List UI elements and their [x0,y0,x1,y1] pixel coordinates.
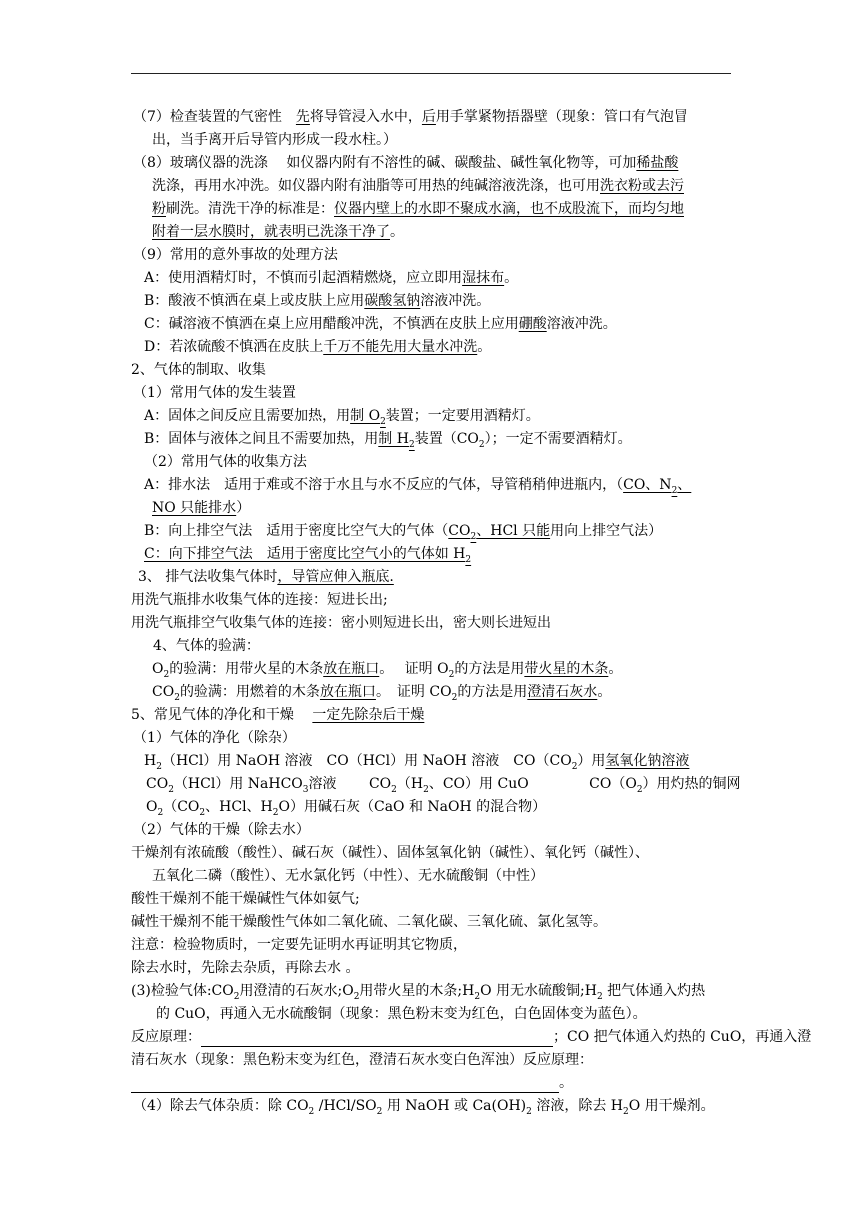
text-line [131,1027,811,1047]
text-run: (3)检验气体:CO [131,983,234,999]
text-run: 刷洗。清洗干净的标准是： [166,201,334,217]
text-line [153,636,260,656]
subscript: 2 [596,991,603,1002]
text-run: 溶液，除去 H [531,1098,623,1114]
subscript: 2 [272,807,279,818]
text-run: 用带火星的木条;H [359,983,475,999]
text-run: （7）检查装置的气密性 [133,109,296,125]
text-line [131,935,467,955]
subscript: 2 [233,991,240,1002]
text-run: 反应原理： [131,1029,201,1045]
subscript: 2 [376,1106,383,1117]
text-run: CO [152,684,175,700]
underlined-answer: CO [448,523,471,539]
text-run: A：使用酒精灯时，不慎而引起酒精燃烧，应立即用 [144,270,463,286]
text-line [133,820,310,840]
underlined-answer: ，导管应伸入瓶底. [277,569,394,585]
subscript: 2 [199,807,206,818]
text-line [133,728,296,748]
subscript: 2 [353,991,360,1002]
text-line [131,1073,573,1093]
underlined-answer: 带火星的木条 [524,661,609,677]
subscript: 2 [174,692,180,703]
text-run: （8）玻璃仪器的洗涤 如仪器内附有不溶性的碱、碳酸盐、碱性氧化物等，可加 [133,155,637,171]
text-line [152,199,684,219]
underlined-answer: 、 [677,477,692,493]
text-line [133,383,296,403]
text-line [131,912,607,932]
text-run: O 用无水硫酸铜;H [480,983,597,999]
text-run: 用手掌紧物捂器壁（现象：管口有气泡冒 [435,109,688,125]
text-line [144,337,491,357]
text-run: 用洗气瓶排空气收集气体的连接：密小则短进长出，密大则长进短出 [131,615,551,631]
header-rule [131,73,731,74]
text-run: （1）常用气体的发生装置 [133,385,296,401]
text-run: ）用 [577,753,606,769]
underlined-answer: 放在瓶口 [323,661,380,677]
text-run: 、HCl、H [205,799,273,815]
text-line [133,245,338,265]
text-run: ）用灼热的铜网 [642,776,741,792]
text-line [144,521,662,541]
text-line [152,866,544,886]
text-line [152,659,622,679]
text-run: 五氧化二磷（酸性）、无水氯化钙（中性）、无水硫酸铜（中性） [152,868,544,884]
underlined-answer: 后 [421,109,436,125]
underlined-answer: 澄清石灰水 [527,684,598,700]
text-line [144,268,518,288]
text-run: 装置；一定要用酒精灯。 [385,408,540,424]
text-run: ） [236,500,251,516]
text-line [152,682,611,702]
text-line [152,176,684,196]
text-run: 清石灰水（现象：黑色粉末变为红色，澄清石灰水变白色浑浊）反应原理： [131,1052,593,1068]
underlined-answer: 2 [465,554,472,565]
underlined-answer: 附着一层水膜时，就表明已洗涤干净了 [152,224,390,240]
text-run: A：排水法 适用于难或不溶于水且与水不反应的气体，导管稍稍伸进瓶内，（ [144,477,624,493]
text-run: 2、气体的制取、收集 [131,362,266,378]
text-run: D：若浓硫酸不慎洒在皮肤上 [144,339,324,355]
text-run: ；CO 把气体通入灼热的 CuO，再通入澄 [553,1029,812,1045]
text-run: 把气体通入灼热 [602,983,706,999]
text-run: 出，当手离开后导管内形成一段水柱。） [152,132,397,148]
text-run: （CO [163,799,200,815]
underlined-answer: 粉 [152,201,166,217]
text-line [131,360,266,380]
text-run: 。 [477,339,492,355]
text-line [131,590,388,610]
text-line [144,429,632,449]
text-line [152,498,250,518]
text-line [144,544,471,564]
text-run: 用 NaOH 或 Ca(OH) [382,1098,527,1114]
text-run: 。 [559,1075,573,1091]
text-run: 酸性干燥剂不能干燥碱性气体如氨气; [131,891,360,907]
text-line [133,153,678,173]
text-line [144,475,691,495]
underlined-answer: 放在瓶口 [319,684,376,700]
text-run: O 用干燥剂。 [628,1098,715,1114]
subscript: 2 [478,439,485,450]
text-line [146,797,546,817]
underlined-answer: 制 O [350,408,381,424]
text-run: 除去水时，先除去杂质，再除去水 。 [131,960,360,976]
underlined-answer: 洗衣粉或去污 [600,178,684,194]
text-line [131,1050,593,1070]
subscript: 2 [168,784,174,795]
text-run: O）用碱石灰（CaO 和 NaOH 的混合物） [278,799,547,815]
text-run: 的验满：用燃着的木条 [179,684,320,700]
text-run: B：固体与液体之间且不需要加热，用 [144,431,379,447]
text-run: （2）气体的干燥（除去水） [133,822,310,838]
text-line [131,981,705,1001]
text-run: 5、常见气体的净化和干燥 [131,707,313,723]
text-line [144,314,617,334]
text-run: 。 [390,224,404,240]
text-line [144,452,307,472]
subscript: 2 [636,784,643,795]
text-run: 的验满：用带火星的木条 [169,661,324,677]
text-run: 4、气体的验满： [153,638,260,654]
underlined-answer: 2 [380,416,386,427]
text-run: 。 [608,661,623,677]
text-run: （HCl）用 NaHCO [173,776,303,792]
text-line [131,958,359,978]
text-line [152,130,397,150]
fill-in-blank[interactable] [131,1078,559,1093]
text-run: B：向上排空气法 适用于密度比空气大的气体（ [144,523,449,539]
underlined-answer: 稀盐酸 [636,155,679,171]
underlined-answer: 湿抹布 [462,270,505,286]
subscript: 2 [391,784,397,795]
text-run: （H [396,776,424,792]
subscript: 2 [571,761,578,772]
text-run: 用向上排空气法） [550,523,663,539]
subscript: 2 [526,1106,532,1117]
text-run: H [144,753,157,769]
text-run: 、CO）用 CuO CO（O [428,776,637,792]
underlined-answer: 仪器内壁上的水即不聚成水滴，也不成股流下，而均匀地 [334,201,684,217]
text-line [144,291,490,311]
text-line [131,889,360,909]
subscript: 2 [622,1106,629,1117]
text-run: C：碱溶液不慎洒在桌上应用醋酸冲洗，不慎洒在皮肤上应用 [144,316,519,332]
subscript: 2 [474,991,481,1002]
underlined-answer: 2 [470,531,477,542]
text-line [144,751,689,771]
text-line [131,705,424,725]
text-run: （9）常用的意外事故的处理方法 [133,247,338,263]
text-run: ）；一定不需要酒精灯。 [484,431,632,447]
text-run: 碱性干燥剂不能干燥酸性气体如二氧化硫、二氧化碳、三氧化硫、氯化氢等。 [131,914,607,930]
text-run: 。 证明 O [379,661,449,677]
text-run: O [146,799,158,815]
text-line [131,843,649,863]
subscript: 2 [163,669,170,680]
text-run: （2）常用气体的收集方法 [144,454,307,470]
text-line [152,222,404,242]
text-run: （4）除去气体杂质：除 CO [133,1098,309,1114]
subscript: 2 [308,1106,315,1117]
text-line [138,567,394,587]
text-run: 。 [504,270,519,286]
underlined-answer: CO、N [623,477,672,493]
underlined-answer: 2 [408,439,415,450]
text-run: 。 [597,684,612,700]
underlined-answer: 先 [295,109,310,125]
text-run: 。 证明 CO [375,684,452,700]
underlined-answer: 硼酸 [518,316,547,332]
text-run: 洗涤，再用水冲洗。如仪器内附有油脂等可用热的纯碱溶液洗涤，也可用 [152,178,600,194]
text-run: 的方法是用 [454,661,525,677]
text-run: CO [146,776,169,792]
subscript: 2 [156,761,162,772]
subscript: 2 [448,669,455,680]
underlined-answer: 制 H [378,431,409,447]
text-run: 用洗气瓶排水收集气体的连接：短进长出; [131,592,388,608]
text-run: 的 CuO，再通入无水硫酸铜（现象：黑色粉末变为红色，白色固体变为蓝色）。 [156,1006,647,1022]
subscript: 2 [157,807,164,818]
subscript: 2 [451,692,458,703]
text-run: O [152,661,164,677]
underlined-answer: 千万不能先用大量水冲洗 [323,339,478,355]
text-run: 干燥剂有浓硫酸（酸性）、碱石灰（碱性）、固体氢氧化钠（碱性）、氧化钙（碱性）、 [131,845,649,861]
text-run: 3、 排气法收集气体时 [138,569,278,585]
fill-in-blank[interactable] [201,1032,553,1047]
text-run: A：固体之间反应且需要加热，用 [144,408,351,424]
underlined-answer: 氢氧化钠溶液 [605,753,690,769]
subscript: 2 [423,784,429,795]
underlined-answer: 2 [671,485,678,496]
text-line [131,613,551,633]
text-run: 的方法是用 [457,684,528,700]
text-line [133,1096,715,1116]
text-run: 装置（CO [414,431,479,447]
text-run: B：酸液不慎洒在桌上或皮肤上应用 [144,293,365,309]
text-line [144,406,540,426]
underlined-answer: 碳酸氢钠 [364,293,421,309]
text-line [133,107,688,127]
text-run: 注意：检验物质时，一定要先证明水再证明其它物质， [131,937,467,953]
text-line [146,774,741,794]
text-run: 用澄清的石灰水;O [239,983,354,999]
text-run: 将导管浸入水中， [309,109,422,125]
text-run: /HCl/SO [314,1098,377,1114]
underlined-answer: C：向下排空气法 适用于密度比空气小的气体如 H [144,546,466,562]
text-line [156,1004,647,1024]
text-run: 溶液冲洗。 [546,316,617,332]
subscript: 3 [302,784,309,795]
underlined-answer: NO 只能排水 [152,500,237,516]
text-run: （HCl）用 NaOH 溶液 CO（HCl）用 NaOH 溶液 CO（CO [161,753,572,769]
underlined-answer: 、HCl 只能 [476,523,551,539]
text-run: 溶液 CO [308,776,392,792]
underlined-answer: 一定先除杂后干燥 [312,707,425,723]
text-run: 溶液冲洗。 [420,293,491,309]
text-run: （1）气体的净化（除杂） [133,730,296,746]
